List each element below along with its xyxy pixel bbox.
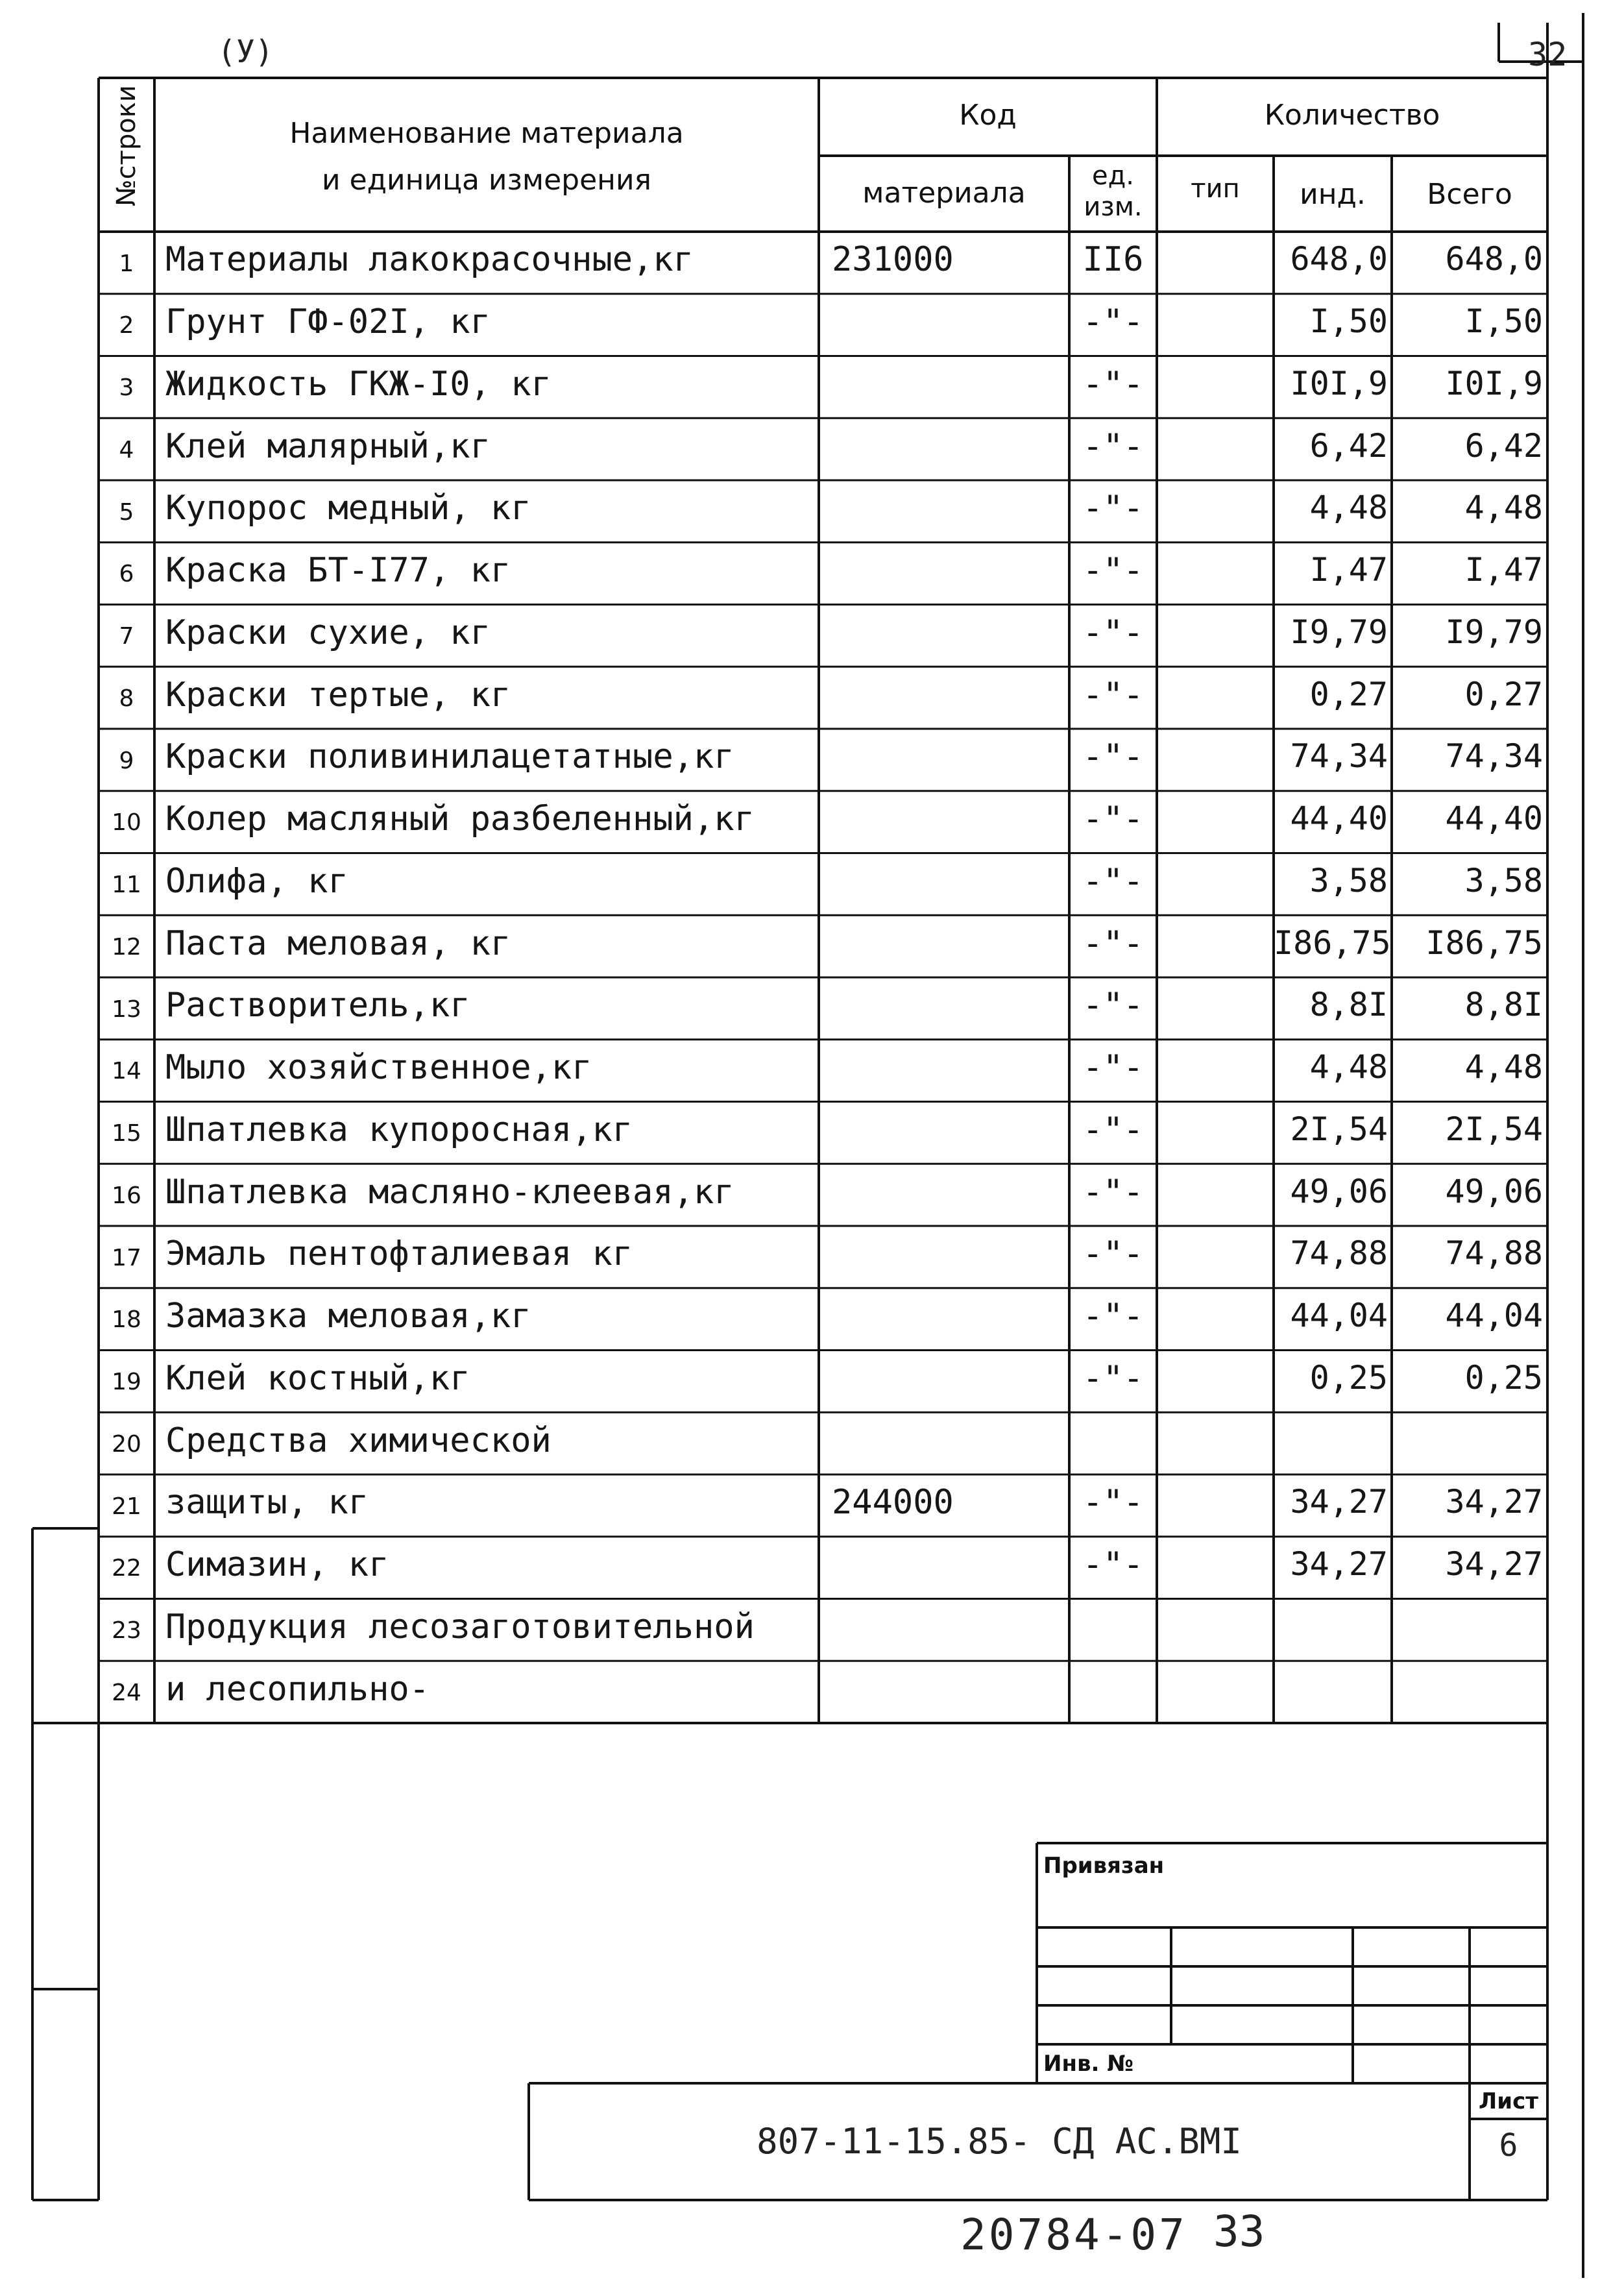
row-number-cell: 4 (119, 436, 134, 463)
page-marker: (У) (217, 34, 274, 70)
material-name-cell: Мыло хозяйственное,кг (165, 1048, 592, 1088)
material-name-cell: Олифа, кг (165, 861, 348, 901)
sheet-label: Лист (1479, 2088, 1538, 2114)
unit-cell: -"- (1082, 675, 1144, 715)
unit-header-line2: изм. (1084, 192, 1143, 222)
row-number-cell: 21 (112, 1493, 141, 1520)
ind-quantity-cell: 0,27 (1309, 675, 1388, 713)
page-number: 33 (1213, 2207, 1265, 2256)
material-name-cell: Растворитель,кг (165, 986, 470, 1025)
row-number-cell: 9 (119, 747, 134, 774)
document-code: 807-11-15.85- СД АС.ВМI (757, 2121, 1242, 2162)
total-quantity-cell: 44,40 (1445, 800, 1543, 838)
quantity-header: Количество (1264, 99, 1440, 132)
ind-quantity-cell: 34,27 (1290, 1483, 1388, 1521)
unit-cell: -"- (1082, 861, 1144, 901)
row-number-cell: 7 (119, 623, 134, 650)
total-quantity-cell: 648,0 (1445, 240, 1543, 278)
unit-cell: -"- (1082, 613, 1144, 652)
ind-quantity-cell: 74,34 (1290, 737, 1388, 776)
material-name-cell: Продукция лесозаготовительной (165, 1607, 755, 1646)
row-number-cell: 10 (112, 809, 141, 837)
total-quantity-cell: 74,88 (1445, 1234, 1543, 1273)
material-name-cell: Колер масляный разбеленный,кг (165, 800, 755, 839)
ind-quantity-cell: 74,88 (1290, 1234, 1388, 1273)
unit-cell: -"- (1082, 1358, 1144, 1398)
total-quantity-cell: I0I,9 (1445, 364, 1543, 402)
privyazan-label: Привязан (1043, 1853, 1165, 1879)
archive-number: 20784-07 (960, 2210, 1187, 2260)
total-quantity-cell: I,47 (1464, 551, 1543, 589)
row-number-cell: 11 (112, 872, 141, 899)
unit-cell: -"- (1082, 364, 1144, 404)
unit-cell: -"- (1082, 737, 1144, 777)
unit-cell: -"- (1082, 1048, 1144, 1088)
total-quantity-cell: I9,79 (1445, 613, 1543, 651)
row-number-cell: 15 (112, 1120, 141, 1147)
ind-quantity-cell: I,50 (1309, 302, 1388, 341)
material-name-cell: Купорос медный, кг (165, 489, 531, 528)
ind-quantity-cell: I9,79 (1290, 613, 1388, 651)
ind-quantity-cell: 49,06 (1290, 1172, 1388, 1210)
material-name-cell: Симазин, кг (165, 1545, 389, 1585)
material-name-cell: Шпатлевка масляно-клеевая,кг (165, 1172, 734, 1212)
row-number-cell: 12 (112, 933, 141, 960)
sheet-value: 6 (1499, 2127, 1518, 2164)
material-name-cell: Клей малярный,кг (165, 426, 491, 466)
ind-quantity-cell: I,47 (1309, 551, 1388, 589)
total-quantity-cell: 74,34 (1445, 737, 1543, 776)
material-name-cell: Шпатлевка купоросная,кг (165, 1110, 633, 1149)
sheet-number-top: 32 (1528, 36, 1568, 73)
total-quantity-cell: 3,58 (1464, 861, 1543, 899)
row-number-cell: 13 (112, 996, 141, 1023)
material-name-cell: Краски поливинилацетатные,кг (165, 737, 734, 777)
material-name-cell: Замазка меловая,кг (165, 1297, 531, 1336)
material-name-cell: Средства химической (165, 1421, 551, 1460)
unit-cell: -"- (1082, 1172, 1144, 1212)
ind-quantity-cell: I0I,9 (1290, 364, 1388, 402)
ind-header: инд. (1300, 178, 1366, 211)
ind-quantity-cell: 44,40 (1290, 800, 1388, 838)
material-name-cell: Краски сухие, кг (165, 613, 491, 652)
material-name-cell: и лесопильно- (165, 1669, 430, 1709)
row-number-cell: 20 (112, 1430, 141, 1458)
row-number-cell: 2 (119, 312, 134, 339)
type-header: тип (1191, 174, 1240, 204)
material-code-header: материала (862, 177, 1026, 210)
total-quantity-cell: 44,04 (1445, 1297, 1543, 1335)
material-code-cell: 231000 (832, 240, 954, 280)
unit-cell: -"- (1082, 1297, 1144, 1336)
row-number-cell: 23 (112, 1617, 141, 1645)
inventory-number-label: Инв. № (1043, 2051, 1134, 2077)
unit-cell: -"- (1082, 302, 1144, 342)
total-header: Всего (1427, 178, 1512, 211)
unit-cell: -"- (1082, 1545, 1144, 1585)
code-header: Код (959, 99, 1017, 132)
material-name-cell: защиты, кг (165, 1483, 369, 1523)
material-name-header-line1: Наименование материала (289, 117, 684, 150)
unit-cell: II6 (1082, 240, 1144, 280)
total-quantity-cell: 4,48 (1464, 489, 1543, 527)
unit-cell: -"- (1082, 1234, 1144, 1274)
ind-quantity-cell: 6,42 (1309, 426, 1388, 465)
ind-quantity-cell: 4,48 (1309, 1048, 1388, 1086)
row-number-cell: 16 (112, 1182, 141, 1209)
ind-quantity-cell: I86,75 (1274, 923, 1391, 962)
row-number-cell: 17 (112, 1244, 141, 1271)
unit-cell: -"- (1082, 426, 1144, 466)
total-quantity-cell: 34,27 (1445, 1545, 1543, 1584)
unit-cell: -"- (1082, 551, 1144, 591)
ind-quantity-cell: 44,04 (1290, 1297, 1388, 1335)
material-name-cell: Эмаль пентофталиевая кг (165, 1234, 633, 1274)
ind-quantity-cell: 648,0 (1290, 240, 1388, 278)
material-name-header-line2: и единица измерения (321, 164, 652, 197)
material-name-cell: Грунт ГФ-02I, кг (165, 302, 491, 342)
row-number-header: №строки (112, 85, 141, 206)
row-number-cell: 19 (112, 1369, 141, 1396)
unit-cell: -"- (1082, 800, 1144, 839)
ind-quantity-cell: 34,27 (1290, 1545, 1388, 1584)
total-quantity-cell: 49,06 (1445, 1172, 1543, 1210)
row-number-cell: 14 (112, 1058, 141, 1085)
material-name-cell: Материалы лакокрасочные,кг (165, 240, 694, 280)
ind-quantity-cell: 3,58 (1309, 861, 1388, 899)
ind-quantity-cell: 2I,54 (1290, 1110, 1388, 1148)
ind-quantity-cell: 8,8I (1309, 986, 1388, 1024)
unit-header-line1: ед. (1092, 161, 1134, 191)
material-name-cell: Краска БТ-I77, кг (165, 551, 511, 591)
row-number-cell: 3 (119, 374, 134, 402)
total-quantity-cell: 0,25 (1464, 1358, 1543, 1397)
row-number-cell: 1 (119, 250, 134, 277)
total-quantity-cell: 6,42 (1464, 426, 1543, 465)
total-quantity-cell: 4,48 (1464, 1048, 1543, 1086)
unit-cell: -"- (1082, 1110, 1144, 1149)
row-number-cell: 22 (112, 1555, 141, 1582)
total-quantity-cell: 2I,54 (1445, 1110, 1543, 1148)
material-name-cell: Краски тертые, кг (165, 675, 511, 715)
row-number-cell: 18 (112, 1306, 141, 1334)
ind-quantity-cell: 4,48 (1309, 489, 1388, 527)
unit-cell: -"- (1082, 1483, 1144, 1523)
ind-quantity-cell: 0,25 (1309, 1358, 1388, 1397)
row-number-cell: 24 (112, 1679, 141, 1706)
unit-cell: -"- (1082, 923, 1144, 963)
row-number-cell: 8 (119, 685, 134, 712)
row-number-cell: 5 (119, 498, 134, 526)
total-quantity-cell: 34,27 (1445, 1483, 1543, 1521)
material-name-cell: Паста меловая, кг (165, 923, 511, 963)
material-code-cell: 244000 (832, 1483, 954, 1523)
total-quantity-cell: 0,27 (1464, 675, 1543, 713)
material-name-cell: Клей костный,кг (165, 1358, 470, 1398)
unit-cell: -"- (1082, 489, 1144, 528)
total-quantity-cell: I,50 (1464, 302, 1543, 341)
row-number-cell: 6 (119, 561, 134, 588)
material-name-cell: Жидкость ГКЖ-I0, кг (165, 364, 551, 404)
total-quantity-cell: I86,75 (1425, 923, 1543, 962)
total-quantity-cell: 8,8I (1464, 986, 1543, 1024)
unit-cell: -"- (1082, 986, 1144, 1025)
